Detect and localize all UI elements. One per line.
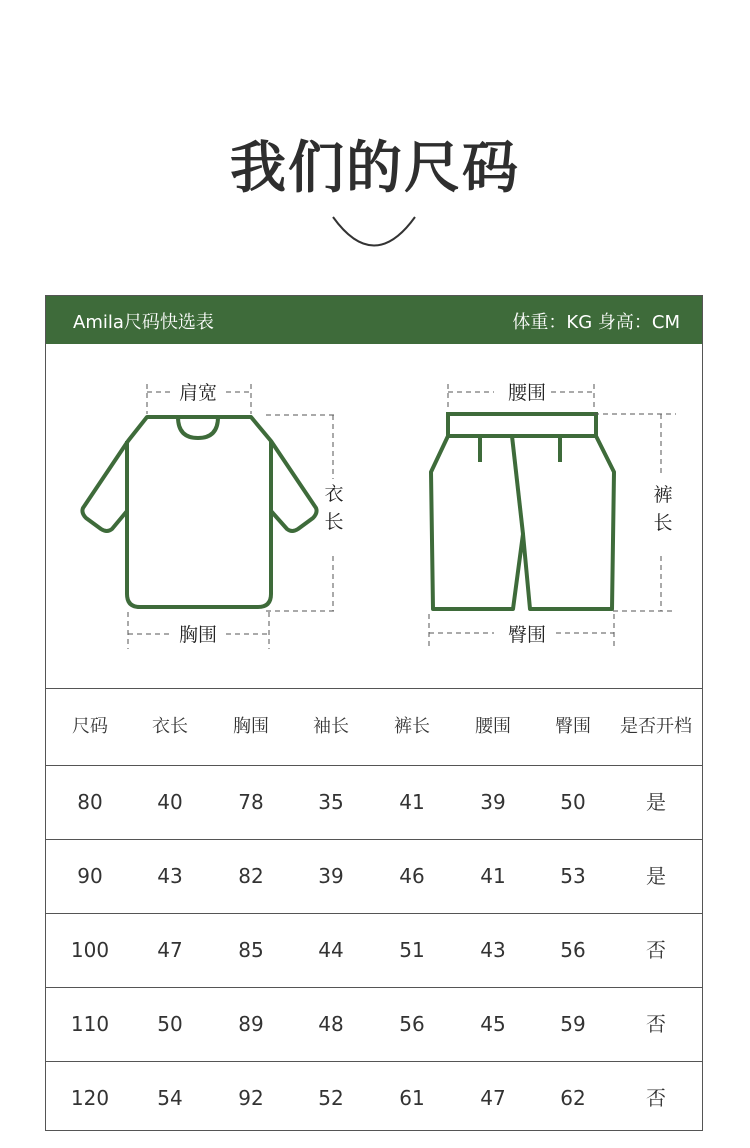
table-cell: 50 [157,1012,183,1036]
shorts-icon [431,414,614,609]
table-cell: 否 [646,1086,666,1110]
table-row [46,765,702,839]
table-cell: 47 [480,1086,506,1110]
table-cell: 61 [399,1086,425,1110]
table-cell: 43 [480,938,506,962]
column-header-hip: 臀围 [555,716,591,737]
column-header-open-crotch: 是否开档 [620,716,692,737]
hip-label: 臀围 [507,624,547,646]
table-cell: 78 [238,790,264,814]
table-cell: 是 [646,864,666,888]
size-chart-card [45,295,703,1131]
table-cell: 50 [560,790,586,814]
measurement-diagram [46,344,702,688]
measurement-units: 体重：KG 身高：CM [512,312,680,333]
table-cell: 39 [318,864,344,888]
page-title: 我们的尺码 [230,136,520,201]
top-length-label-2: 长 [324,511,344,533]
table-cell: 46 [399,864,425,888]
column-header-top-length: 衣长 [152,716,188,737]
table-cell: 44 [318,938,344,962]
table-cell: 47 [157,938,183,962]
table-cell: 45 [480,1012,506,1036]
table-cell: 35 [318,790,344,814]
size-chart-name: Amila尺码快选表 [73,312,214,333]
size-cell: 110 [70,1012,110,1036]
pants-length-label-1: 裤 [653,484,673,506]
table-cell: 40 [157,790,183,814]
chest-label: 胸围 [178,624,218,646]
table-row [46,987,702,1061]
table-cell: 是 [646,790,666,814]
table-cell: 54 [157,1086,183,1110]
table-cell: 51 [399,938,425,962]
table-row [46,913,702,987]
table-cell: 62 [560,1086,586,1110]
table-cell: 52 [318,1086,344,1110]
table-cell: 48 [318,1012,344,1036]
table-cell: 41 [399,790,425,814]
table-cell: 否 [646,1012,666,1036]
column-header-pants-length: 裤长 [394,716,430,737]
column-header-waist: 腰围 [475,716,511,737]
column-header-sleeve: 袖长 [313,716,349,737]
column-header-size: 尺码 [72,716,108,737]
shoulder-label: 肩宽 [178,382,218,404]
table-cell: 39 [480,790,506,814]
header-bar [46,296,702,344]
table-cell: 82 [238,864,264,888]
size-cell: 90 [77,864,103,888]
pants-length-label-2: 长 [653,512,673,534]
table-cell: 41 [480,864,506,888]
table-row [46,1061,702,1135]
size-cell: 100 [70,938,110,962]
size-table-header [46,688,702,765]
size-cell: 80 [77,790,103,814]
table-cell: 85 [238,938,264,962]
table-row [46,839,702,913]
table-cell: 56 [560,938,586,962]
table-cell: 89 [238,1012,264,1036]
waist-label: 腰围 [507,382,547,404]
column-header-chest: 胸围 [233,716,269,737]
table-cell: 43 [157,864,183,888]
smile-decoration [330,214,418,250]
tshirt-icon [82,417,316,607]
table-cell: 59 [560,1012,586,1036]
table-cell: 92 [238,1086,264,1110]
table-cell: 否 [646,938,666,962]
table-cell: 56 [399,1012,425,1036]
top-length-label-1: 衣 [324,483,344,505]
size-cell: 120 [70,1086,110,1110]
table-cell: 53 [560,864,586,888]
